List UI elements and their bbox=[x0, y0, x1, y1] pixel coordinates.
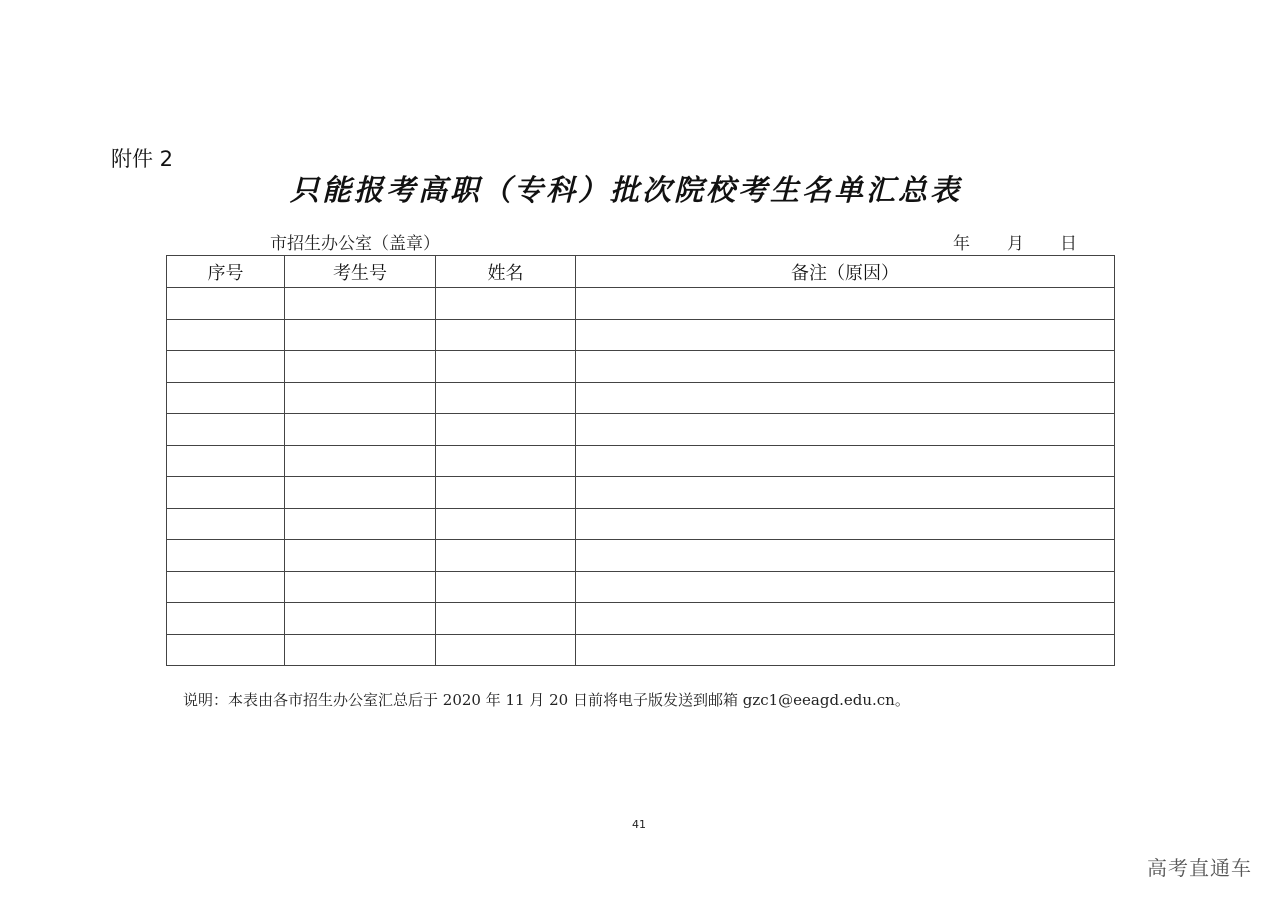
table-cell bbox=[576, 445, 1115, 477]
table-cell bbox=[285, 288, 436, 320]
table-cell bbox=[285, 445, 436, 477]
table-cell bbox=[167, 508, 285, 540]
table-cell bbox=[436, 571, 576, 603]
table-cell bbox=[436, 382, 576, 414]
table-cell bbox=[436, 603, 576, 635]
table-cell bbox=[436, 288, 576, 320]
date-day-label: 日 bbox=[1060, 234, 1077, 254]
table-row bbox=[167, 477, 1115, 509]
column-header-remarks: 备注（原因） bbox=[576, 256, 1115, 288]
table-cell bbox=[576, 508, 1115, 540]
table-row bbox=[167, 382, 1115, 414]
table-cell bbox=[285, 508, 436, 540]
date-year-label: 年 bbox=[953, 234, 970, 254]
table-cell bbox=[167, 540, 285, 572]
table-cell bbox=[285, 319, 436, 351]
table-row bbox=[167, 571, 1115, 603]
instruction-note: 说明：本表由各市招生办公室汇总后于 2020 年 11 月 20 日前将电子版发送到邮箱 gzc1@eeagd.edu.cn。 bbox=[183, 691, 910, 709]
table-cell bbox=[436, 351, 576, 383]
date-month-label: 月 bbox=[1007, 234, 1024, 254]
table-cell bbox=[167, 319, 285, 351]
table-row bbox=[167, 603, 1115, 635]
table-cell bbox=[576, 477, 1115, 509]
table-row bbox=[167, 319, 1115, 351]
table-cell bbox=[436, 634, 576, 666]
table-row bbox=[167, 288, 1115, 320]
table-row bbox=[167, 351, 1115, 383]
table-cell bbox=[436, 540, 576, 572]
column-header-name: 姓名 bbox=[436, 256, 576, 288]
table-cell bbox=[167, 288, 285, 320]
column-header-index: 序号 bbox=[167, 256, 285, 288]
page-number: 41 bbox=[632, 818, 646, 831]
table-cell bbox=[285, 414, 436, 446]
table-cell bbox=[285, 571, 436, 603]
office-seal-label: 市招生办公室（盖章） bbox=[270, 234, 440, 254]
table-cell bbox=[436, 508, 576, 540]
table-cell bbox=[576, 634, 1115, 666]
table-cell bbox=[167, 634, 285, 666]
table-cell bbox=[167, 414, 285, 446]
table-cell bbox=[167, 571, 285, 603]
table-cell bbox=[576, 414, 1115, 446]
table-cell bbox=[576, 288, 1115, 320]
table-cell bbox=[285, 477, 436, 509]
table-cell bbox=[436, 414, 576, 446]
table-cell bbox=[576, 603, 1115, 635]
table-cell bbox=[167, 603, 285, 635]
table-cell bbox=[167, 445, 285, 477]
page-title: 只能报考高职（专科）批次院校考生名单汇总表 bbox=[290, 173, 963, 207]
table-cell bbox=[436, 445, 576, 477]
table-cell bbox=[285, 382, 436, 414]
table-cell bbox=[167, 382, 285, 414]
table-row bbox=[167, 634, 1115, 666]
table-cell bbox=[576, 382, 1115, 414]
table-cell bbox=[436, 319, 576, 351]
table-cell bbox=[576, 540, 1115, 572]
table-cell bbox=[285, 603, 436, 635]
table-cell bbox=[576, 351, 1115, 383]
table-cell bbox=[436, 477, 576, 509]
watermark-text: 高考直通车 bbox=[1147, 856, 1252, 880]
column-header-exam-number: 考生号 bbox=[285, 256, 436, 288]
table-cell bbox=[576, 319, 1115, 351]
table-row bbox=[167, 508, 1115, 540]
table-cell bbox=[167, 351, 285, 383]
table-row bbox=[167, 414, 1115, 446]
table-cell bbox=[285, 634, 436, 666]
table-cell bbox=[285, 351, 436, 383]
table-row bbox=[167, 445, 1115, 477]
table-cell bbox=[576, 571, 1115, 603]
attachment-label: 附件 2 bbox=[111, 147, 174, 171]
table-cell bbox=[285, 540, 436, 572]
student-roster-table bbox=[166, 255, 1115, 666]
table-cell bbox=[167, 477, 285, 509]
table-header-row bbox=[167, 256, 1115, 288]
table-row bbox=[167, 540, 1115, 572]
